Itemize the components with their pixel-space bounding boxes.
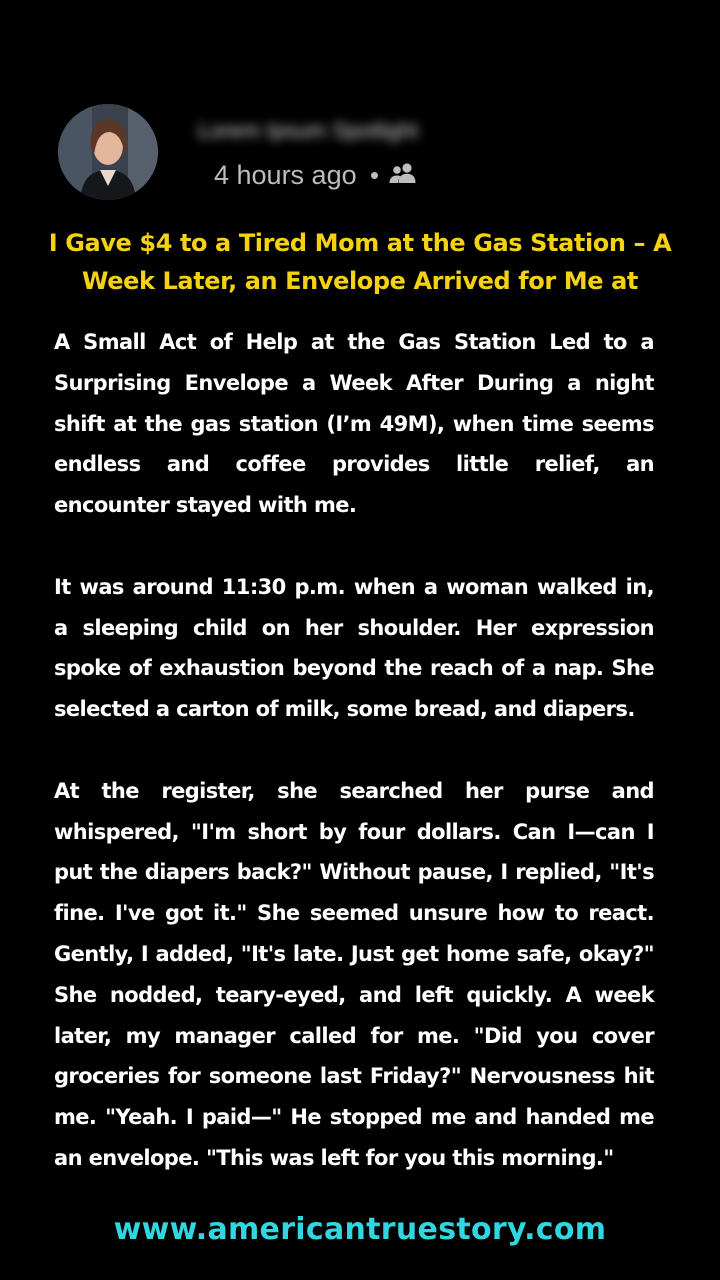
post-body xyxy=(54,322,654,1179)
story-paragraph: It was around 11:30 p.m. when a woman walked in, a sleeping child on her shoulder. Her expression spoke of exhaustion beyond the reach of a nap. She selected a carton of milk, some bread, and diapers. xyxy=(54,574,654,722)
post-meta xyxy=(214,160,418,191)
post-title: I Gave $4 to a Tired Mom at the Gas Station – A Week Later, an Envelope Arrived for Me at xyxy=(48,229,672,295)
post-timestamp[interactable]: 4 hours ago xyxy=(214,160,357,190)
friends-icon[interactable] xyxy=(388,160,418,191)
profile-photo xyxy=(58,104,158,200)
post-header xyxy=(58,104,678,204)
avatar[interactable] xyxy=(58,104,158,200)
story-paragraph: A Small Act of Help at the Gas Station Led to a Surprising Envelope a Week After During a night shift at the gas station (I’m 49M), when time seems endless and coffee provides little relief, an encounter stayed with me. xyxy=(54,330,654,518)
author-name[interactable]: Lorem Ipsum Spotlight xyxy=(198,118,419,142)
story-paragraph: At the register, she searched her purse and whispered, "I'm short by four dollars. Can I—can I put the diapers back?" Without pause, I replied, "It's fine. I've got it." She seemed unsure how to react. Gently, I added, "It's late. Just get home safe, okay?" She nodded, teary-eyed, and left quickly. A week later, my manager called for me. "Did you cover groceries for someone last Friday?" Nervousness hit me. "Yeah. I paid—" He stopped me and handed me an envelope. "This was left for you this morning." xyxy=(54,778,654,1170)
website-link[interactable]: www.americantruestory.com xyxy=(113,1212,607,1247)
separator-dot xyxy=(371,172,378,179)
